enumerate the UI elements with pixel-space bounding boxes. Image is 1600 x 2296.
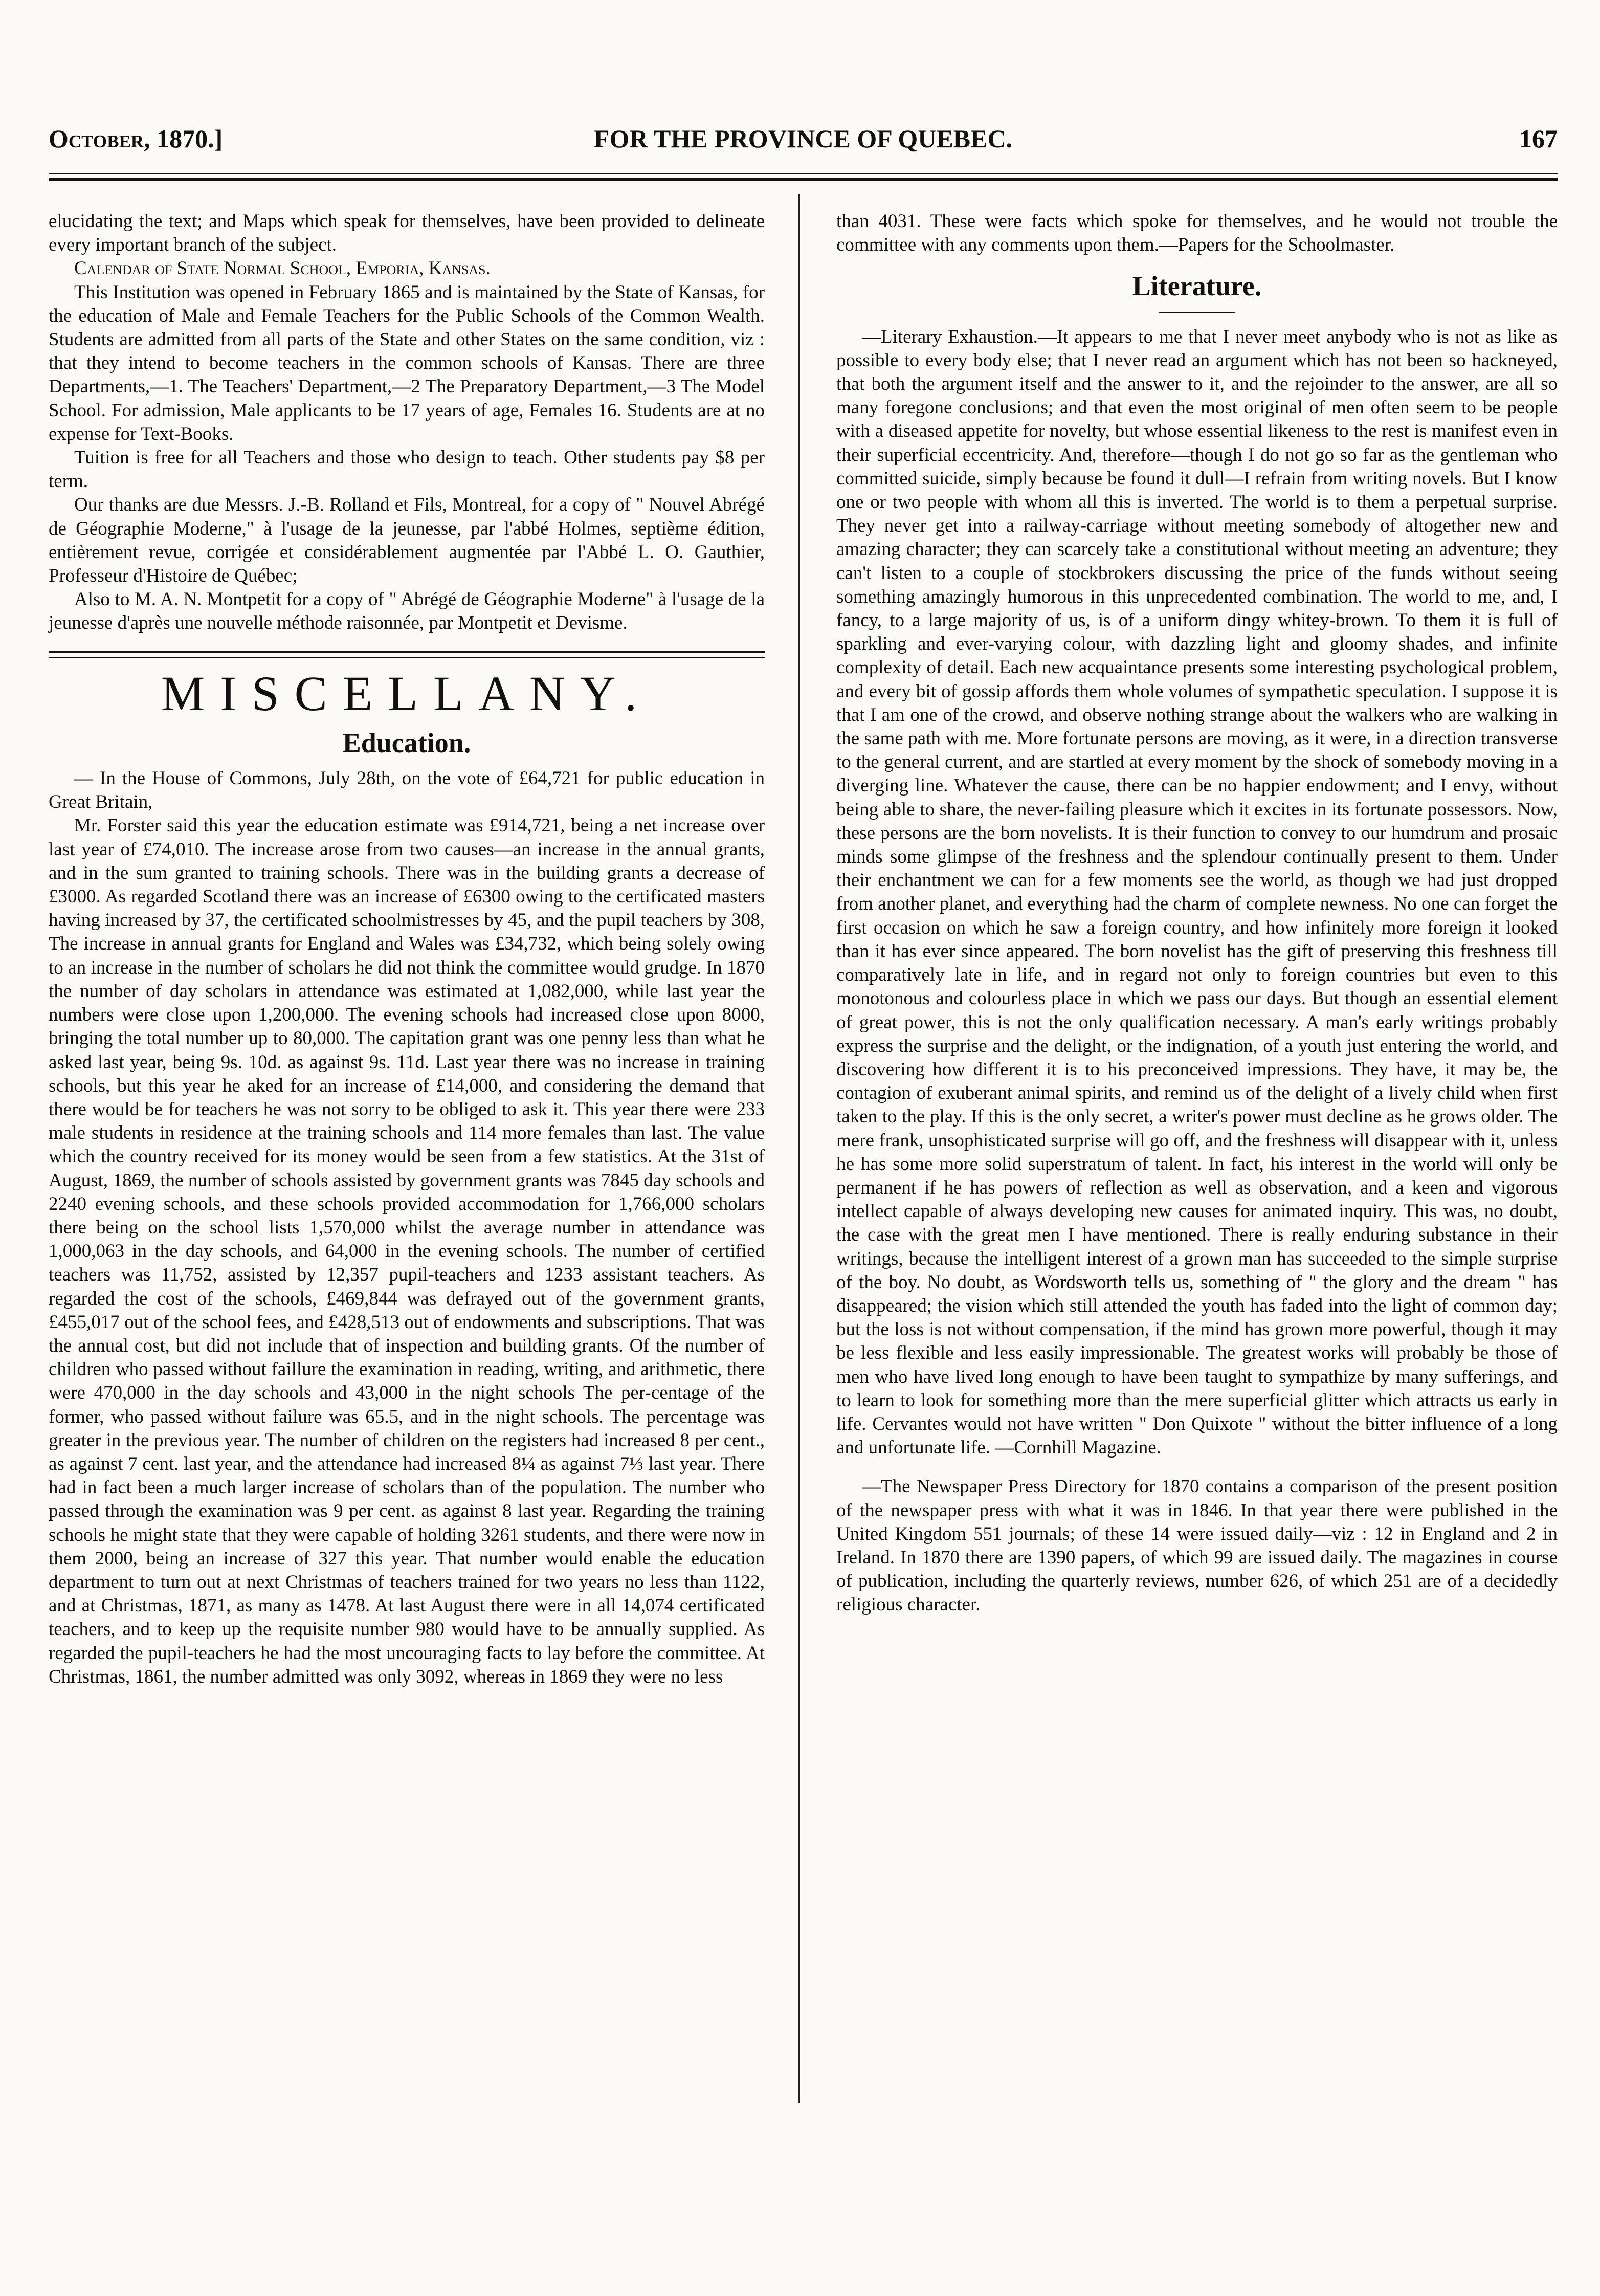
header-rule-top bbox=[49, 173, 1558, 174]
literary-exhaustion-paragraph: —Literary Exhaustion.—It appears to me that I never meet anybody who is not as like as possible to every body else; that I never read an argument which has not been so hackneyed, that both the argument itself and the answer to it, and the rejoinder to the answer, are all so many foregone conclusions; and that even the most original of men often seem to be people with a diseased appetite for novelty, but whose essential likeness to the rest is manifest even in their superficial eccentricity. And, therefore—though I do not go so far as the gentleman who committed suicide, simply because be found it dull—I refrain from writing novels. But I know one or two people with whom all this is inverted. The world is to them a perpetual surprise. They never get into a railway-carriage without meeting somebody of altogether new and amazing character; they can scarcely take a constitutional without meeting an adventure; they can't listen to a couple of stockbrokers discussing the price of the funds without seeing something amazingly humorous in this unprecedented combination. The world to me, and, I fancy, to a large majority of us, is of a uniform dingy whitey-brown. To them it is full of sparkling and ever-varying colour, with dazzling light and gloomy shades, and infinite complexity of detail. Each new acquaintance presents some interesting psychological problem, and every bit of gossip affords them whole volumes of sympathetic speculation. I suppose it is that I am one of the crowd, and observe nothing strange about the walkers who are walking in the same path with me. More fortunate persons are moving, as it were, in a direction transverse to the general current, and are startled at every moment by the shock of somebody moving in a diverging line. Whatever the cause, there can be no happier endowment; and I envy, without being able to share, the never-failing pleasure which it excites in its fortunate possessors. Now, these persons are the born novelists. It is their function to convey to our humdrum and prosaic minds some glimpse of the freshness and the splendour continually present to them. Under their enchantment we can for a few moments see the world, as though we had just dropped from another planet, and everything had the charm of complete newness. No one can forget the first occasion on which he saw a foreign country, and how infinitely more foreign it looked than it has ever since appeared. The born novelist has the gift of preserving this freshness till comparatively late in life, and in regard not only to foreign countries but even to this monotonous and colourless place in which we pass our days. But though an essential element of great power, this is not the only qualification necessary. A man's early writings probably express the surprise and the delight, or the indignation, of a youth just entering the world, and discovering how different it is to his preconceived impressions. They have, it may be, the contagion of exuberant animal spirits, and remind us of the delight of a lively child when first taken to the play. If this is the only secret, a writer's power must decline as he grows older. The mere frank, unsophisticated surprise will go off, and the freshness will disappear with it, unless he has some more solid superstratum of talent. In fact, his interest in the world will only be permanent if he has powers of reflection as well as observation, and a keen and vigorous intellect capable of always developing new causes for animated inquiry. This was, no doubt, the case with the great men I have mentioned. There is really enduring substance in their writings, because the intelligent interest of a grown man has succeeded to the simple surprise of the boy. No doubt, as Wordsworth tells us, something of " the glory and the dream " has disappeared; the vision which still attended the youth has faded into the light of common day; but the loss is not without compensation, if the mind has grown more powerful, though it may be less flexible and less easily impressionable. The greatest works will probably be those of men who have lived long enough to have been taught to sympathize by many sufferings, and to learn to look for something more than the mere superficial glitter which attracts us early in life. Cervantes would not have written " Don Quixote " without the bitter influence of a long and unfortunate life. —Cornhill Magazine. bbox=[836, 326, 1558, 1459]
page-header bbox=[49, 124, 1558, 160]
header-title: FOR THE PROVINCE OF QUEBEC. bbox=[593, 124, 1013, 153]
right-column bbox=[836, 210, 1558, 1617]
literature-title: Literature. bbox=[1132, 271, 1262, 302]
intro-paragraph: elucidating the text; and Maps which speak for themselves, have been provided to delineate every important branch of the subject. bbox=[49, 211, 765, 256]
column-divider bbox=[798, 194, 800, 2103]
press-directory-paragraph: —The Newspaper Press Directory for 1870 contains a comparison of the present position of the newspaper press with what it was in 1846. In that year there were published in the United Kingdom 551 journals; of these 14 were issued daily—viz : 12 in England and 2 in Ireland. In 1870 there are 1390 papers, of which 99 are issued daily. The magazines in course of publication, including the quarterly reviews, number 626, of which 251 are of a decidedly religious character. bbox=[836, 1476, 1558, 1616]
header-date: October, 1870.] bbox=[49, 124, 223, 153]
montpetit-paragraph: Also to M. A. N. Montpetit for a copy of " Abrégé de Géographie Moderne" à l'usage de la jeunesse d'après une nouvelle méthode raisonnée, par Montpetit et Devisme. bbox=[49, 589, 765, 634]
literature-rule bbox=[1159, 312, 1235, 313]
tuition-paragraph: Tuition is free for all Teachers and those who design to teach. Other students pay $8 per term. bbox=[49, 447, 765, 492]
education-title: Education. bbox=[342, 727, 471, 758]
continued-paragraph: than 4031. These were facts which spoke for themselves, and he would not trouble the committee with any comments upon them.—Papers for the Schoolmaster. bbox=[836, 211, 1558, 256]
header-rule-bottom bbox=[49, 178, 1558, 181]
education-paragraph-2: Mr. Forster said this year the education estimate was £914,721, being a net increase over last year of £74,010. The increase arose from two causes—an increase in the annual grants, and in the sum granted to training schools. There was in the building grants a decrease of £3000. As regarded Scotland there was an increase of £6300 owing to the certificated masters having increased by 37, the certificated schoolmistresses by 45, and the pupil teachers by 308, The increase in annual grants for England and Wales was £34,732, which being solely owing to an increase in the number of scholars he did not think the committee would grudge. In 1870 the number of day scholars in attendance was estimated at 1,082,000, while last year the numbers were close upon 1,200,000. The evening schools had increased close upon 8000, bringing the total number up to 80,000. The capitation grant was one penny less than what he asked last year, being 9s. 10d. as against 9s. 11d. Last year there was no increase in training schools, but this year he aked for an increase of £14,000, and considering the demand that there would be for teachers he was not sorry to be obliged to ask it. This year there were 233 male students in residence at the training schools and 114 more females than last. The value which the country received for its money would be seen from a few statistics. At the 31st of August, 1869, the number of schools assisted by government grants was 7845 day schools and 2240 evening schools, and these schools provided accommodation for 1,766,000 scholars there being on the school lists 1,570,000 whilst the average number in attendance was 1,000,063 in the day schools, and 64,000 in the evening schools. The number of certified teachers was 11,752, assisted by 12,357 pupil-teachers and 1233 assistant teachers. As regarded the cost of the schools, £469,844 was defrayed out of the government grants, £455,017 out of the school fees, and £428,513 out of endowments and subscriptions. That was the annual cost, but did not include that of inspection and building grants. Of the number of children who passed without faillure the examination in reading, writing, and arithmetic, there were 470,000 in the day schools and 43,000 in the night schools The per-centage of the former, who passed without failure was 65.5, and in the night schools. The percentage was greater in the previous year. The number of children on the registers had increased 8 per cent., as against 7 cent. last year, and the attendance had increased 8¼ as against 7⅓ last year. There had in fact been a much larger increase of scholars than of the population. The number who passed through the examination was 9 per cent. as against 8 last year. Regarding the training schools he might state that they were capable of holding 3261 students, and there were now in them 2000, being an increase of 327 this year. That number would enable the education department to turn out at next Christmas of teachers trained for two years no less than 1122, and at Christmas, 1871, as many as 1478. At last August there were in all 14,074 certificated teachers, and to keep up the requisite number 980 would have to be annually supplied. As regarded the pupil-teachers he had the most uncouraging facts to lay before the committee. At Christmas, 1861, the number admitted was only 3092, whereas in 1869 they were no less bbox=[49, 815, 765, 1687]
page-number: 167 bbox=[1519, 124, 1558, 153]
section-rule bbox=[49, 651, 765, 658]
education-paragraph-1: — In the House of Commons, July 28th, on the vote of £64,721 for public education in Great Britain, bbox=[49, 768, 765, 813]
miscellany-title: MISCELLANY. bbox=[161, 666, 653, 721]
calendar-paragraph: This Institution was opened in February 1865 and is maintained by the State of Kansas, for the education of Male and Female Teachers for the Public Schools of the Common Wealth. Students are admitted from all parts of the State and other States on the same condition, viz : that they intend to become teachers in the common schools of Kansas. There are three Departments,—1. The Teachers' Department,—2 The Preparatory Department,—3 The Model School. For admission, Male applicants to be 17 years of age, Females 16. Students are at no expense for Text-Books. bbox=[49, 281, 765, 445]
newspaper-page bbox=[49, 0, 1558, 2296]
thanks-paragraph: Our thanks are due Messrs. J.-B. Rolland et Fils, Montreal, for a copy of " Nouvel Abrégé de Géographie Moderne," à l'usage de la jeunesse, par l'abbé Holmes, septième édition, entièrement revue, corrigée et considérablement augmentée par l'Abbé L. O. Gauthier, Professeur d'Histoire de Québec; bbox=[49, 494, 765, 587]
calendar-heading: Calendar of State Normal School, Emporia, Kansas. bbox=[74, 258, 491, 279]
left-column bbox=[49, 210, 765, 1689]
